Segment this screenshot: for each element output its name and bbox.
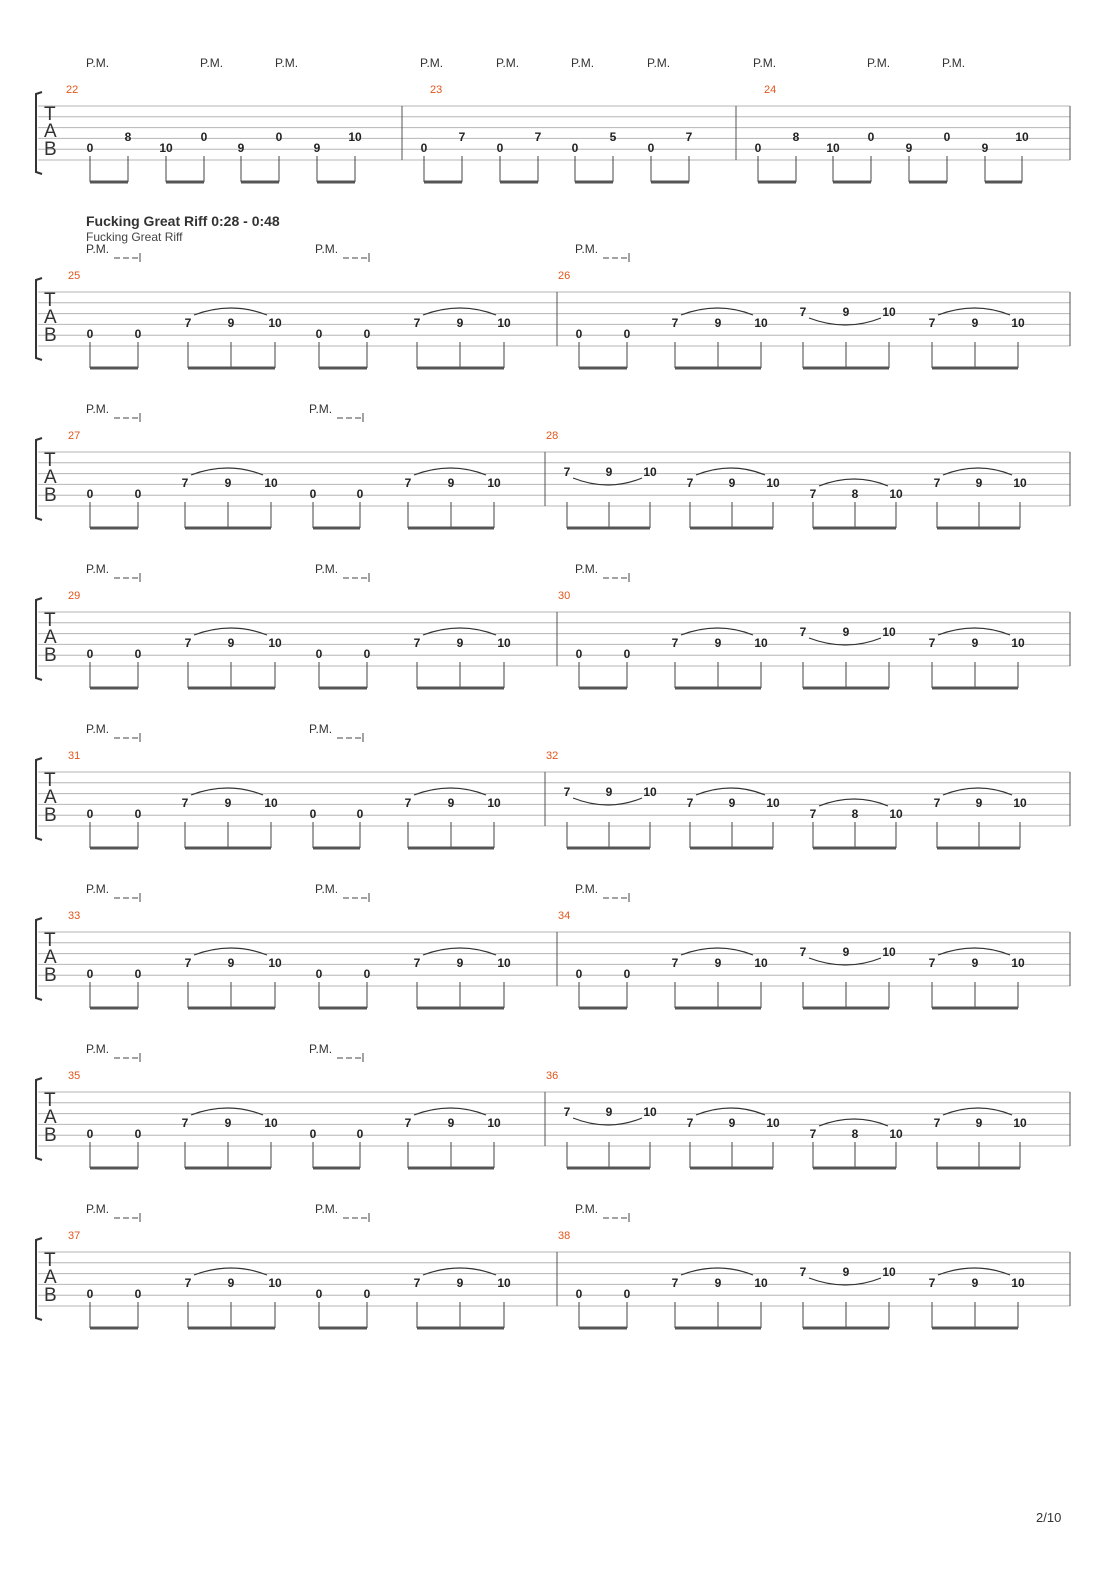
fret-number: 9 (842, 625, 850, 639)
measure-number: 25 (68, 270, 81, 282)
fret-number: 10 (264, 476, 278, 490)
fret-number: 10 (766, 476, 780, 490)
fret-number: 8 (124, 130, 132, 144)
fret-number: 0 (363, 647, 371, 661)
fret-number: 7 (413, 1276, 421, 1290)
fret-number: 7 (933, 476, 941, 490)
fret-number: 7 (933, 796, 941, 810)
fret-number: 0 (86, 1287, 94, 1301)
fret-number: 9 (714, 1276, 722, 1290)
palm-mute-label: P.M. (496, 56, 520, 70)
fret-number: 7 (686, 1116, 694, 1130)
system-bracket (36, 598, 42, 680)
palm-mute-label: P.M. (86, 562, 110, 576)
fret-number: 10 (754, 956, 768, 970)
tab-letter-b: B (44, 1125, 57, 1146)
fret-number: 9 (224, 796, 232, 810)
fret-number: 7 (413, 956, 421, 970)
fret-number: 9 (456, 316, 464, 330)
fret-number: 0 (86, 327, 94, 341)
fret-number: 7 (184, 636, 192, 650)
palm-mute-label: P.M. (309, 722, 333, 736)
legato-slur (819, 479, 888, 486)
palm-mute-label: P.M. (309, 1042, 333, 1056)
fret-number: 10 (268, 636, 282, 650)
fret-number: 10 (826, 141, 840, 155)
palm-mute-label: P.M. (86, 1202, 110, 1216)
fret-number: 8 (851, 807, 859, 821)
fret-number: 10 (882, 1265, 896, 1279)
fret-number: 7 (534, 130, 542, 144)
fret-number: 9 (227, 956, 235, 970)
tab-letter-t: T (44, 770, 56, 791)
measure-number: 38 (558, 1230, 571, 1242)
palm-mute-label: P.M. (315, 242, 339, 256)
fret-number: 0 (356, 487, 364, 501)
fret-number: 0 (420, 141, 428, 155)
fret-number: 9 (227, 1276, 235, 1290)
measure-number: 23 (430, 84, 443, 96)
page-number: 2/10 (1036, 1510, 1062, 1525)
fret-number: 7 (928, 1276, 936, 1290)
fret-number: 0 (134, 327, 142, 341)
measure-number: 24 (764, 84, 777, 96)
measure-number: 35 (68, 1070, 81, 1082)
fret-number: 10 (497, 956, 511, 970)
palm-mute-label: P.M. (86, 56, 110, 70)
system-bracket (36, 1238, 42, 1320)
measure-number: 33 (68, 910, 81, 922)
fret-number: 9 (728, 476, 736, 490)
fret-number: 0 (86, 647, 94, 661)
palm-mute-label: P.M. (86, 402, 110, 416)
system-bracket (36, 92, 42, 174)
fret-number: 0 (623, 1287, 631, 1301)
fret-number: 7 (563, 785, 571, 799)
palm-mute-label: P.M. (86, 882, 110, 896)
tab-letter-b: B (44, 805, 57, 826)
fret-number: 0 (315, 967, 323, 981)
fret-number: 10 (1011, 1276, 1025, 1290)
fret-number: 0 (86, 807, 94, 821)
fret-number: 9 (456, 636, 464, 650)
palm-mute-label: P.M. (86, 1042, 110, 1056)
palm-mute-label: P.M. (867, 56, 891, 70)
palm-mute-label: P.M. (575, 562, 599, 576)
system-bracket (36, 758, 42, 840)
fret-number: 7 (686, 796, 694, 810)
system-bracket (36, 918, 42, 1000)
fret-number: 9 (842, 1265, 850, 1279)
fret-number: 10 (766, 1116, 780, 1130)
measure-number: 22 (66, 84, 79, 96)
fret-number: 9 (842, 945, 850, 959)
fret-number: 10 (643, 785, 657, 799)
fret-number: 9 (456, 956, 464, 970)
fret-number: 7 (671, 956, 679, 970)
palm-mute-label: P.M. (86, 722, 110, 736)
system-bracket (36, 1078, 42, 1160)
fret-number: 9 (728, 796, 736, 810)
fret-number: 0 (309, 807, 317, 821)
fret-number: 8 (851, 487, 859, 501)
section-subtitle: Fucking Great Riff (86, 230, 183, 244)
fret-number: 0 (200, 130, 208, 144)
tab-letter-b: B (44, 325, 57, 346)
fret-number: 10 (1011, 956, 1025, 970)
fret-number: 10 (889, 487, 903, 501)
fret-number: 0 (309, 1127, 317, 1141)
fret-number: 9 (237, 141, 245, 155)
measure-number: 32 (546, 750, 559, 762)
fret-number: 0 (496, 141, 504, 155)
fret-number: 10 (766, 796, 780, 810)
tab-letter-a: A (44, 947, 57, 968)
fret-number: 7 (181, 796, 189, 810)
fret-number: 10 (487, 1116, 501, 1130)
palm-mute-label: P.M. (315, 882, 339, 896)
fret-number: 10 (882, 625, 896, 639)
fret-number: 7 (799, 945, 807, 959)
fret-number: 10 (268, 1276, 282, 1290)
palm-mute-label: P.M. (420, 56, 444, 70)
fret-number: 0 (86, 141, 94, 155)
fret-number: 9 (227, 316, 235, 330)
fret-number: 7 (563, 465, 571, 479)
fret-number: 0 (575, 327, 583, 341)
measure-number: 30 (558, 590, 571, 602)
fret-number: 0 (575, 967, 583, 981)
measure-number: 28 (546, 430, 559, 442)
fret-number: 7 (928, 956, 936, 970)
fret-number: 10 (497, 1276, 511, 1290)
fret-number: 9 (714, 636, 722, 650)
fret-number: 9 (975, 476, 983, 490)
palm-mute-label: P.M. (315, 1202, 339, 1216)
fret-number: 0 (575, 647, 583, 661)
fret-number: 7 (671, 1276, 679, 1290)
palm-mute-label: P.M. (571, 56, 595, 70)
palm-mute-label: P.M. (647, 56, 671, 70)
tab-letter-a: A (44, 787, 57, 808)
fret-number: 0 (134, 487, 142, 501)
tab-letter-a: A (44, 121, 57, 142)
fret-number: 10 (497, 636, 511, 650)
measure-number: 26 (558, 270, 571, 282)
fret-number: 9 (605, 785, 613, 799)
fret-number: 9 (975, 1116, 983, 1130)
fret-number: 0 (647, 141, 655, 155)
fret-number: 9 (456, 1276, 464, 1290)
fret-number: 10 (487, 476, 501, 490)
measure-number: 29 (68, 590, 81, 602)
measure-number: 34 (558, 910, 571, 922)
fret-number: 7 (413, 316, 421, 330)
fret-number: 7 (686, 476, 694, 490)
fret-number: 8 (851, 1127, 859, 1141)
fret-number: 7 (184, 956, 192, 970)
fret-number: 5 (609, 130, 617, 144)
fret-number: 0 (134, 1287, 142, 1301)
fret-number: 9 (714, 316, 722, 330)
fret-number: 10 (159, 141, 173, 155)
tab-letter-b: B (44, 965, 57, 986)
fret-number: 9 (905, 141, 913, 155)
tab-letter-b: B (44, 645, 57, 666)
fret-number: 10 (754, 636, 768, 650)
measure-number: 27 (68, 430, 81, 442)
fret-number: 10 (497, 316, 511, 330)
fret-number: 9 (447, 476, 455, 490)
tab-letter-a: A (44, 627, 57, 648)
fret-number: 7 (799, 625, 807, 639)
measure-number: 37 (68, 1230, 81, 1242)
fret-number: 7 (458, 130, 466, 144)
palm-mute-label: P.M. (575, 242, 599, 256)
fret-number: 0 (356, 1127, 364, 1141)
fret-number: 7 (404, 476, 412, 490)
fret-number: 7 (181, 476, 189, 490)
palm-mute-label: P.M. (753, 56, 777, 70)
fret-number: 0 (363, 967, 371, 981)
fret-number: 10 (1011, 316, 1025, 330)
fret-number: 0 (754, 141, 762, 155)
fret-number: 9 (971, 956, 979, 970)
fret-number: 0 (623, 327, 631, 341)
fret-number: 7 (181, 1116, 189, 1130)
palm-mute-label: P.M. (309, 402, 333, 416)
palm-mute-label: P.M. (942, 56, 966, 70)
fret-number: 9 (971, 1276, 979, 1290)
palm-mute-label: P.M. (275, 56, 299, 70)
fret-number: 7 (671, 636, 679, 650)
fret-number: 9 (971, 316, 979, 330)
fret-number: 7 (799, 1265, 807, 1279)
fret-number: 0 (315, 647, 323, 661)
fret-number: 10 (268, 956, 282, 970)
fret-number: 0 (943, 130, 951, 144)
legato-slur (819, 1119, 888, 1126)
system-bracket (36, 278, 42, 360)
fret-number: 9 (981, 141, 989, 155)
fret-number: 7 (799, 305, 807, 319)
tab-letter-t: T (44, 1090, 56, 1111)
fret-number: 0 (134, 1127, 142, 1141)
tab-letter-t: T (44, 290, 56, 311)
fret-number: 0 (571, 141, 579, 155)
fret-number: 0 (134, 647, 142, 661)
fret-number: 8 (792, 130, 800, 144)
fret-number: 7 (933, 1116, 941, 1130)
fret-number: 0 (867, 130, 875, 144)
fret-number: 0 (363, 1287, 371, 1301)
fret-number: 7 (413, 636, 421, 650)
measure-number: 31 (68, 750, 81, 762)
fret-number: 0 (356, 807, 364, 821)
tab-letter-a: A (44, 307, 57, 328)
palm-mute-label: P.M. (86, 242, 110, 256)
fret-number: 0 (623, 647, 631, 661)
fret-number: 9 (313, 141, 321, 155)
fret-number: 7 (685, 130, 693, 144)
fret-number: 7 (404, 796, 412, 810)
fret-number: 10 (754, 1276, 768, 1290)
fret-number: 10 (264, 1116, 278, 1130)
fret-number: 9 (447, 1116, 455, 1130)
tab-letter-t: T (44, 610, 56, 631)
fret-number: 10 (1013, 796, 1027, 810)
fret-number: 9 (971, 636, 979, 650)
fret-number: 10 (889, 807, 903, 821)
fret-number: 0 (315, 327, 323, 341)
fret-number: 0 (315, 1287, 323, 1301)
tab-letter-t: T (44, 450, 56, 471)
fret-number: 10 (882, 305, 896, 319)
fret-number: 0 (623, 967, 631, 981)
palm-mute-label: P.M. (575, 1202, 599, 1216)
fret-number: 10 (1013, 476, 1027, 490)
fret-number: 7 (928, 636, 936, 650)
fret-number: 0 (134, 967, 142, 981)
fret-number: 10 (643, 1105, 657, 1119)
fret-number: 10 (882, 945, 896, 959)
fret-number: 0 (86, 487, 94, 501)
fret-number: 0 (275, 130, 283, 144)
fret-number: 9 (975, 796, 983, 810)
fret-number: 0 (134, 807, 142, 821)
fret-number: 9 (842, 305, 850, 319)
fret-number: 7 (809, 487, 817, 501)
tab-letter-a: A (44, 1107, 57, 1128)
fret-number: 10 (1013, 1116, 1027, 1130)
palm-mute-label: P.M. (575, 882, 599, 896)
fret-number: 9 (605, 1105, 613, 1119)
fret-number: 9 (605, 465, 613, 479)
tab-letter-a: A (44, 467, 57, 488)
tab-letter-b: B (44, 485, 57, 506)
fret-number: 9 (224, 476, 232, 490)
measure-number: 36 (546, 1070, 559, 1082)
palm-mute-label: P.M. (200, 56, 224, 70)
fret-number: 7 (671, 316, 679, 330)
fret-number: 0 (86, 967, 94, 981)
fret-number: 7 (928, 316, 936, 330)
fret-number: 10 (487, 796, 501, 810)
system-bracket (36, 438, 42, 520)
tab-letter-t: T (44, 104, 56, 125)
fret-number: 10 (264, 796, 278, 810)
fret-number: 10 (754, 316, 768, 330)
tab-letter-t: T (44, 930, 56, 951)
fret-number: 0 (309, 487, 317, 501)
tab-letter-b: B (44, 139, 57, 160)
fret-number: 9 (227, 636, 235, 650)
fret-number: 10 (348, 130, 362, 144)
fret-number: 7 (809, 807, 817, 821)
tab-letter-a: A (44, 1267, 57, 1288)
section-title: Fucking Great Riff 0:28 - 0:48 (86, 213, 280, 229)
palm-mute-label: P.M. (315, 562, 339, 576)
fret-number: 9 (447, 796, 455, 810)
tab-letter-t: T (44, 1250, 56, 1271)
fret-number: 7 (809, 1127, 817, 1141)
fret-number: 0 (86, 1127, 94, 1141)
fret-number: 10 (268, 316, 282, 330)
fret-number: 10 (1011, 636, 1025, 650)
fret-number: 10 (1015, 130, 1029, 144)
fret-number: 7 (563, 1105, 571, 1119)
fret-number: 10 (643, 465, 657, 479)
fret-number: 7 (184, 316, 192, 330)
legato-slur (819, 799, 888, 806)
fret-number: 10 (889, 1127, 903, 1141)
fret-number: 9 (728, 1116, 736, 1130)
fret-number: 9 (224, 1116, 232, 1130)
fret-number: 7 (404, 1116, 412, 1130)
tab-letter-b: B (44, 1285, 57, 1306)
fret-number: 0 (575, 1287, 583, 1301)
fret-number: 0 (363, 327, 371, 341)
fret-number: 7 (184, 1276, 192, 1290)
fret-number: 9 (714, 956, 722, 970)
